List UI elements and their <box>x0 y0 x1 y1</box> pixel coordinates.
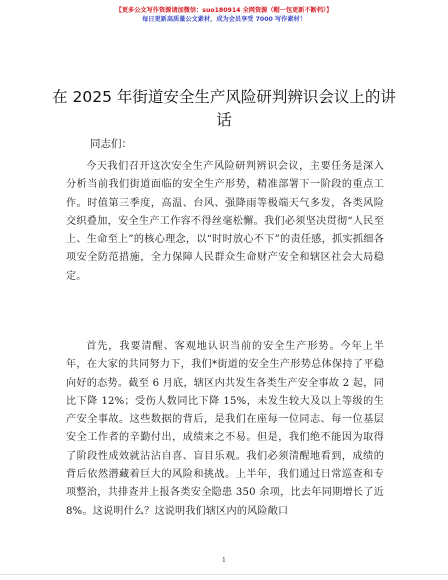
document-title: 在 2025 年街道安全生产风险研判辨识会议上的讲话 <box>52 88 396 129</box>
paragraph-2-text: 首先，我要清醒、客观地认识当前的安全生产形势。今年上半年，在大家的共同努力下，我们*街道的安全生产形势总体保持了平稳向好的态势。截至 6 月底，辖区内共发生各类生产安全事故 2 起，同比下降 12%；受伤人数同比下降 15%，未发生较大及以上等级的生产安全事故。这些数据的背后，是我们在座每一位同志、每一位基层安全工作者的辛勤付出，成绩来之不易。但是，我们绝不能因为取得了阶段性成效就沾沾自喜、盲目乐观。我们必须清醒地看到，成绩的背后依然潜藏着巨大的风险和挑战。上半年，我们通过日常巡查和专项整治，共排查并上报各类安全隐患 350 余项，比去年同期增长了近 8%。这说明什么？这说明我们辖区内的风险敞口 <box>66 341 384 517</box>
promo-banner-line1: 【更多公文写作资源请加微信：suo180914 全网资源（帽一包更新不断档）】 <box>115 7 333 14</box>
greeting: 同志们： <box>90 138 132 150</box>
page-bottom-divider <box>0 574 448 575</box>
promo-banner <box>0 6 448 24</box>
page-number: 1 <box>221 556 227 564</box>
promo-banner-line2: 每日更新高质量公文素材，成为会员享受 7000 写作素材！ <box>142 16 306 23</box>
paragraph-2 <box>66 338 384 521</box>
paragraph-1 <box>66 158 384 286</box>
paragraph-1-text: 今天我们召开这次安全生产风险研判辨识会议，主要任务是深入分析当前我们街道面临的安全生产形势，精准部署下一阶段的重点工作。时值第三季度，高温、台风、强降雨等极端天气多发，各类风险交织叠加，安全生产工作容不得丝毫松懈。我们必须坚决贯彻“人民至上、生命至上”的核心理念，以“时时放心不下”的责任感，抓实抓细各项安全防范措施，全力保障人民群众生命财产安全和辖区社会大局稳定。 <box>66 161 384 282</box>
